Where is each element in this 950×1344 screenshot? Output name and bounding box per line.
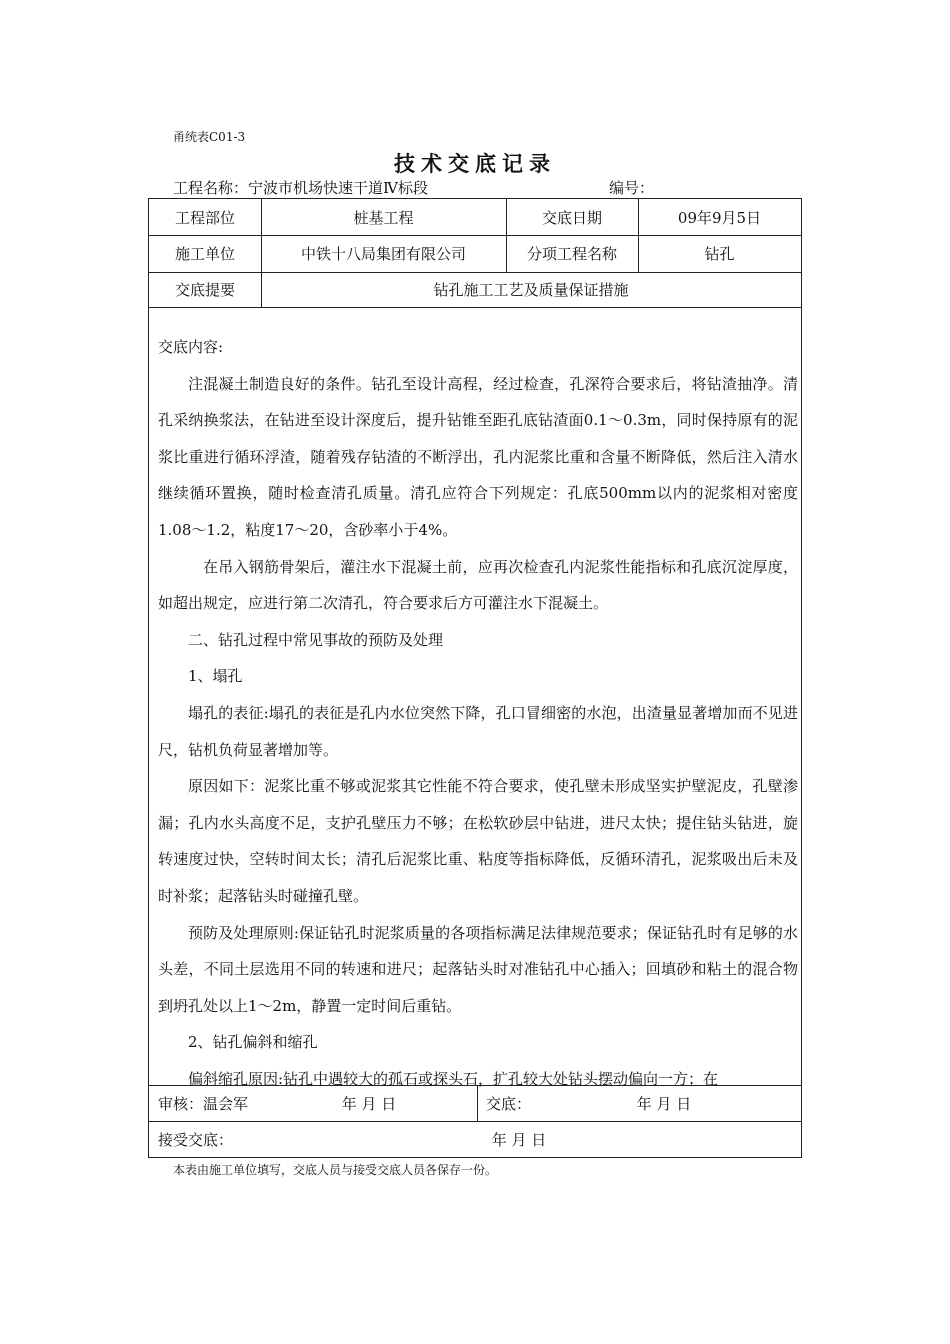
- project-name: 工程名称：宁波市机场快速干道Ⅳ标段: [173, 179, 428, 197]
- label-sub-project: 分项工程名称: [526, 245, 617, 263]
- section-heading: 二、钻孔过程中常见事故的预防及处理: [188, 630, 444, 649]
- number-label: 编号：: [609, 179, 655, 197]
- value-sub-project: 钻孔: [704, 245, 735, 263]
- content-paragraph: 在吊入钢筋骨架后，灌注水下混凝土前，应再次检查孔内泥浆性能指标和孔底沉淀厚度，如超出规定，应进行第二次清孔，符合要求后方可灌注水下混凝土。: [158, 557, 798, 613]
- footnote: 本表由施工单位填写，交底人员与接受交底人员各保存一份。: [173, 1163, 498, 1177]
- value-disclosure-date: 09年9月5日: [677, 208, 762, 227]
- discloser: 交底：: [486, 1094, 532, 1113]
- disclosure-content: [158, 329, 798, 1097]
- content-paragraph: 原因如下：泥浆比重不够或泥浆其它性能不符合要求，使孔壁未形成坚实护壁泥皮，孔壁渗漏；孔内水头高度不足，支护孔壁压力不够；在松软砂层中钻进，进尺太快；提住钻头钻进，旋转速度过快，空转时间太长；清孔后泥浆比重、粘度等指标降低，反循环清孔，泥浆吸出后未及时补浆；起落钻头时碰撞孔壁。: [158, 777, 798, 905]
- page-title: 技术交底记录: [394, 152, 556, 176]
- form-code: 甬统表C01-3: [173, 130, 246, 144]
- disclosure-sign-date: 年 月 日: [636, 1094, 692, 1113]
- receiver: 接受交底：: [158, 1130, 234, 1149]
- content-paragraph: 注混凝土制造良好的条件。钻孔至设计高程，经过检查，孔深符合要求后，将钻渣抽净。清孔采纳换浆法，在钻进至设计深度后，提升钻锥至距孔底钻渣面0.1～0.3m，同时保持原有的泥浆比重进行循环浮渣，随着残存钻渣的不断浮出，孔内泥浆比重和含量不断降低，然后注入清水继续循环置换，随时检查清孔质量。清孔应符合下列规定：孔底500mm以内的泥浆相对密度1.08～1.2，粘度17～20，含砂率小于4%。: [158, 374, 798, 539]
- review-date: 年 月 日: [341, 1094, 397, 1113]
- row-divider: [149, 307, 801, 308]
- label-work-part: 工程部位: [174, 208, 235, 227]
- subsection-heading: 2、钻孔偏斜和缩孔: [188, 1033, 318, 1052]
- label-disclosure-date: 交底日期: [541, 208, 602, 227]
- subsection-heading: 1、塌孔: [188, 667, 243, 686]
- reviewer: 审核：温会军: [158, 1094, 249, 1113]
- value-construction-unit: 中铁十八局集团有限公司: [300, 245, 466, 263]
- disclosure-table: [148, 198, 802, 1158]
- value-work-part: 桩基工程: [353, 208, 414, 227]
- value-summary: 钻孔施工工艺及质量保证措施: [433, 281, 629, 299]
- label-summary: 交底提要: [174, 281, 235, 299]
- content-heading: 交底内容:: [158, 338, 224, 356]
- content-paragraph: 塌孔的表征:塌孔的表征是孔内水位突然下降，孔口冒细密的水泡，出渣量显著增加而不见进尺，钻机负荷显著增加等。: [158, 703, 798, 759]
- content-paragraph: 偏斜缩孔原因:钻孔中遇较大的孤石或探头石，扩孔较大处钻头摆动偏向一方；在: [188, 1069, 719, 1088]
- content-paragraph: 预防及处理原则:保证钻孔时泥浆质量的各项指标满足法律规范要求；保证钻孔时有足够的水头差，不同土层选用不同的转速和进尺；起落钻头时对准钻孔中心插入；回填砂和粘土的混合物到坍孔处以上1～2m，静置一定时间后重钻。: [158, 923, 798, 1015]
- label-construction-unit: 施工单位: [174, 245, 235, 263]
- receive-date: 年 月 日: [491, 1130, 547, 1149]
